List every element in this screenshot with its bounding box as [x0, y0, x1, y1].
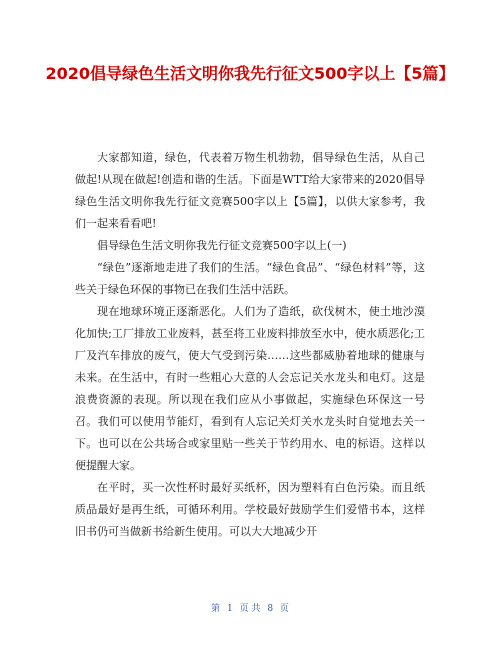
- footer-page-number: 1: [226, 604, 233, 614]
- footer-prefix: 第: [211, 604, 221, 614]
- page-footer: [0, 603, 500, 615]
- paragraph: “绿色”逐渐地走进了我们的生活。“绿色食品”、“绿色材料”等，这些关于绿色环保的事物已在我们生活中活跃。: [75, 261, 425, 296]
- paragraph: 在平时，买一次性杯时最好买纸杯，因为塑料有白色污染。而且纸质品最好是再生纸，可循环利用。学校最好鼓励学生们爱惜书本，这样旧书仍可当做新书给新生使用。可以大大地减少开: [75, 481, 425, 538]
- footer-suffix: 页: [279, 604, 289, 614]
- paragraph: 大家都知道，绿色，代表着万物生机勃勃，倡导绿色生活，从自己做起!从现在做起!创造和谐的生活。下面是WTT给大家带来的2020倡导绿色生活文明你我先行征文竞赛500字以上【5篇】，以供大家参考，我们一起来看看吧!: [75, 151, 425, 230]
- paragraph: 现在地球环境正逐渐恶化。人们为了造纸，砍伐树木，使土地沙漠化加快;工厂排放工业废料，甚至将工业废料排放至水中，使水质恶化;工厂及汽车排放的废气，使大气受到污染……这些都威胁着地球的健康与未来。在生活中，有时一些粗心大意的人会忘记关水龙头和电灯。这是浪费资源的表现。所以现在我们应从小事做起，实施绿色环保这一号召。我们可以使用节能灯，看到有人忘记关灯关水龙头时自觉地去关一下。也可以在公共场合或家里贴一些关于节约用水、电的标语。这样以便提醒大家。: [75, 305, 425, 472]
- document-title: 2020倡导绿色生活文明你我先行征文500字以上【5篇】: [45, 64, 455, 83]
- footer-total-pages: 8: [267, 604, 274, 614]
- footer-middle: 页 共: [239, 604, 261, 614]
- section-heading: 倡导绿色生活文明你我先行征文竞赛500字以上(一): [97, 239, 347, 252]
- document-body: [75, 147, 425, 543]
